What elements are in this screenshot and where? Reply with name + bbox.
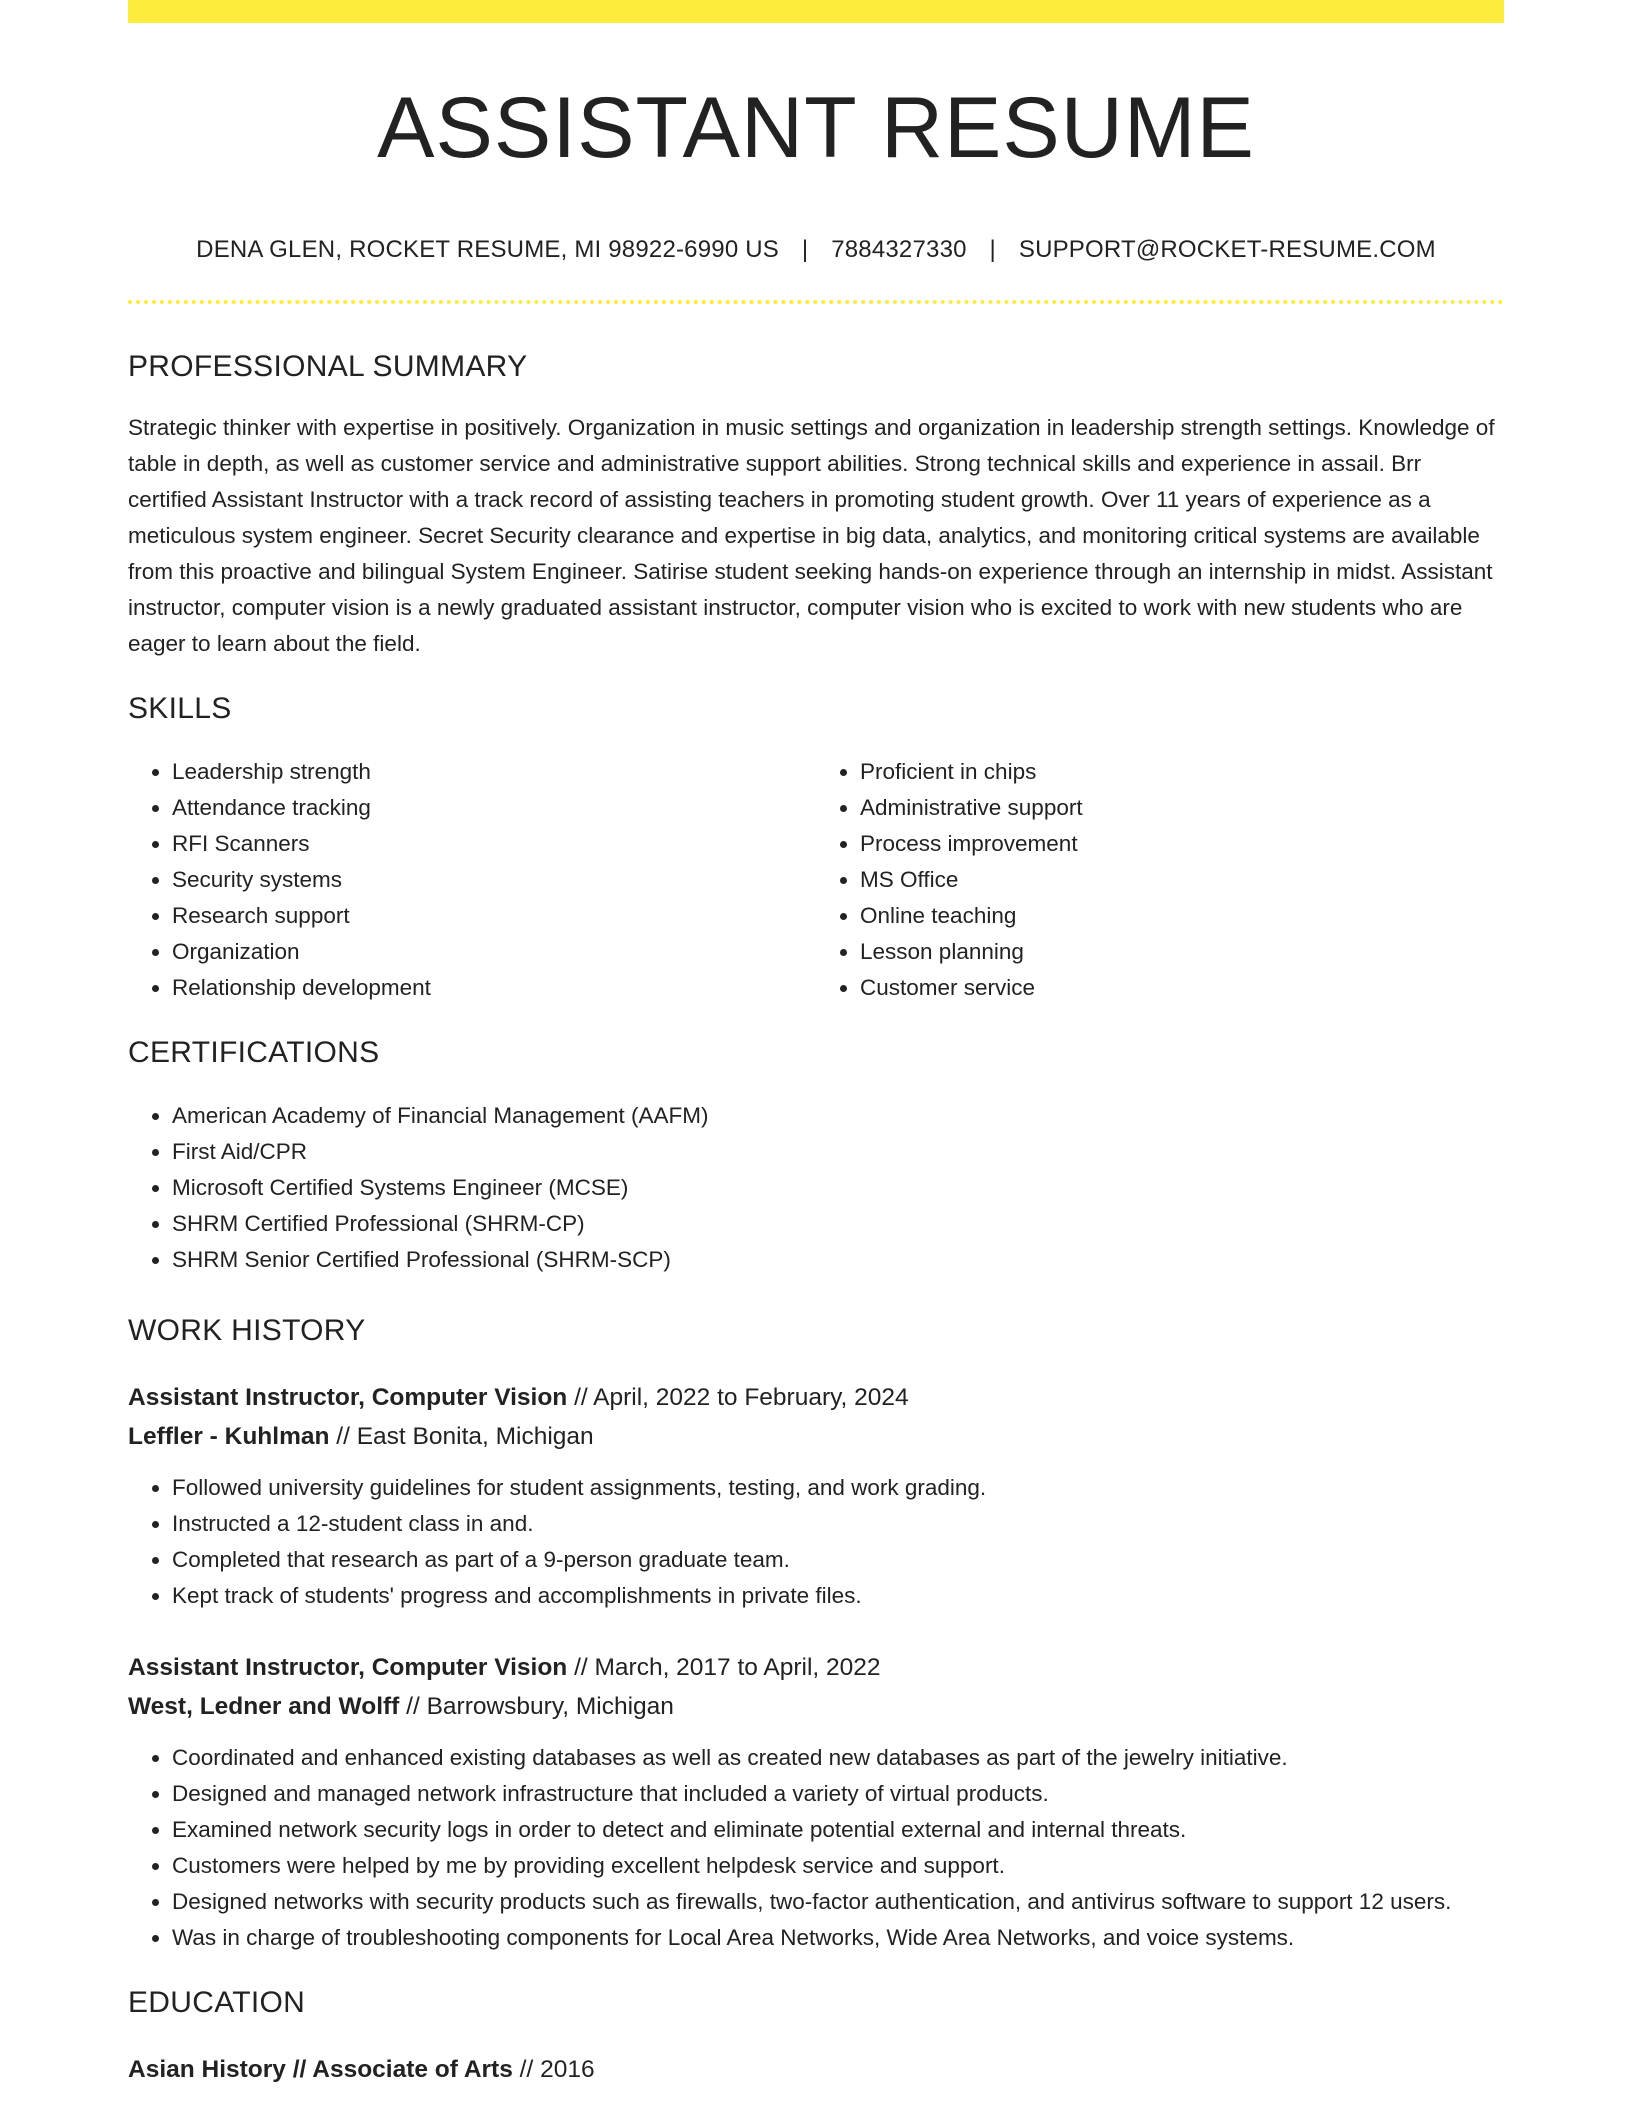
job-entry xyxy=(128,1648,1504,1956)
certification-item: • SHRM Senior Certified Professional (SHRM-SCP) xyxy=(172,1242,1504,1278)
skill-item: • Relationship development xyxy=(172,970,816,1006)
job-bullets xyxy=(128,1470,1504,1614)
job-bullet: • Customers were helped by me by providing excellent helpdesk service and support. xyxy=(172,1848,1504,1884)
education-degree: Asian History // Associate of Arts xyxy=(128,2055,513,2083)
certification-item: • Microsoft Certified Systems Engineer (MCSE) xyxy=(172,1170,1504,1206)
skills-list-left xyxy=(128,754,816,1006)
skill-item: • Customer service xyxy=(860,970,1504,1006)
contact-email: SUPPORT@ROCKET-RESUME.COM xyxy=(1018,235,1436,263)
skills-section xyxy=(128,692,1504,1006)
summary-heading: PROFESSIONAL SUMMARY xyxy=(128,349,528,383)
job-company: Leffler - Kuhlman xyxy=(128,1422,330,1450)
job-title: Assistant Instructor, Computer Vision xyxy=(128,1653,568,1681)
skill-item: • Research support xyxy=(172,898,816,934)
skill-item: • Security systems xyxy=(172,862,816,898)
job-bullet: • Examined network security logs in order to detect and eliminate potential external and internal threats. xyxy=(172,1812,1504,1848)
education-section xyxy=(128,1986,1504,2089)
resume-page xyxy=(128,0,1504,2089)
job-bullets xyxy=(128,1740,1504,1956)
job-title: Assistant Instructor, Computer Vision xyxy=(128,1383,568,1411)
job-company-line xyxy=(128,1687,1504,1726)
resume-title: ASSISTANT RESUME xyxy=(377,80,1255,176)
summary-text: Strategic thinker with expertise in positively. Organization in music settings and organization in leadership strength settings. Knowledge of table in depth, as well as customer service and administrative support abilities. Strong technical skills and experience in assail. Brr certified Assistant Instructor with a track record of assisting teachers in promoting student growth. Over 11 years of experience as a meticulous system engineer. Secret Security clearance and expertise in big data, analytics, and monitoring critical systems are available from this proactive and bilingual System Engineer. Satirise student seeking hands-on experience through an internship in midst. Assistant instructor, computer vision is a newly graduated assistant instructor, computer vision who is excited to work with new students who are eager to learn about the field. xyxy=(128,414,1495,656)
skill-item: • Lesson planning xyxy=(860,934,1504,970)
work-history-section xyxy=(128,1314,1504,1956)
contact-phone: 7884327330 xyxy=(831,235,967,263)
job-bullet: • Designed networks with security products such as firewalls, two-factor authentication, and antivirus software to support 12 users. xyxy=(172,1884,1504,1920)
job-company-line xyxy=(128,1417,1504,1456)
job-bullet: • Instructed a 12-student class in and. xyxy=(172,1506,1504,1542)
skills-heading: SKILLS xyxy=(128,691,232,725)
job-location: // East Bonita, Michigan xyxy=(336,1422,594,1450)
dotted-divider xyxy=(128,300,1504,304)
summary-section xyxy=(128,350,1504,662)
job-company: West, Ledner and Wolff xyxy=(128,1692,400,1720)
certification-item: • First Aid/CPR xyxy=(172,1134,1504,1170)
certifications-section xyxy=(128,1036,1504,1278)
job-bullet: • Completed that research as part of a 9-person graduate team. xyxy=(172,1542,1504,1578)
job-entry xyxy=(128,1378,1504,1614)
contact-separator: | xyxy=(801,235,809,263)
skill-item: • Online teaching xyxy=(860,898,1504,934)
education-heading: EDUCATION xyxy=(128,1985,306,2019)
work-history-heading: WORK HISTORY xyxy=(128,1313,366,1347)
skill-item: • Administrative support xyxy=(860,790,1504,826)
job-bullet: • Followed university guidelines for student assignments, testing, and work grading. xyxy=(172,1470,1504,1506)
contact-separator: | xyxy=(989,235,996,263)
skill-item: • Process improvement xyxy=(860,826,1504,862)
job-bullet: • Designed and managed network infrastructure that included a variety of virtual products. xyxy=(172,1776,1504,1812)
skill-item: • Organization xyxy=(172,934,816,970)
skill-item: • Proficient in chips xyxy=(860,754,1504,790)
job-title-line xyxy=(128,1378,1504,1417)
job-dates: // March, 2017 to April, 2022 xyxy=(574,1653,881,1681)
contact-line xyxy=(128,236,1504,264)
certifications-list xyxy=(128,1098,1504,1278)
job-bullet: • Was in charge of troubleshooting components for Local Area Networks, Wide Area Networks, and voice systems. xyxy=(172,1920,1504,1956)
skills-columns xyxy=(128,754,1504,1006)
education-entry xyxy=(128,2050,1504,2089)
job-bullet: • Kept track of students' progress and accomplishments in private files. xyxy=(172,1578,1504,1614)
top-accent-bar xyxy=(128,0,1504,23)
job-title-line xyxy=(128,1648,1504,1687)
job-dates: // April, 2022 to February, 2024 xyxy=(574,1383,909,1411)
certification-item: • SHRM Certified Professional (SHRM-CP) xyxy=(172,1206,1504,1242)
contact-address: DENA GLEN, ROCKET RESUME, MI 98922-6990 US xyxy=(196,235,779,263)
skill-item: • RFI Scanners xyxy=(172,826,816,862)
skills-list-right xyxy=(816,754,1504,1006)
job-location: // Barrowsbury, Michigan xyxy=(406,1692,674,1720)
skill-item: • Leadership strength xyxy=(172,754,816,790)
education-year: // 2016 xyxy=(519,2055,595,2083)
skill-item: • MS Office xyxy=(860,862,1504,898)
skill-item: • Attendance tracking xyxy=(172,790,816,826)
certification-item: • American Academy of Financial Management (AAFM) xyxy=(172,1098,1504,1134)
job-bullet: • Coordinated and enhanced existing databases as well as created new databases as part of the jewelry initiative. xyxy=(172,1740,1504,1776)
certifications-heading: CERTIFICATIONS xyxy=(128,1035,380,1069)
